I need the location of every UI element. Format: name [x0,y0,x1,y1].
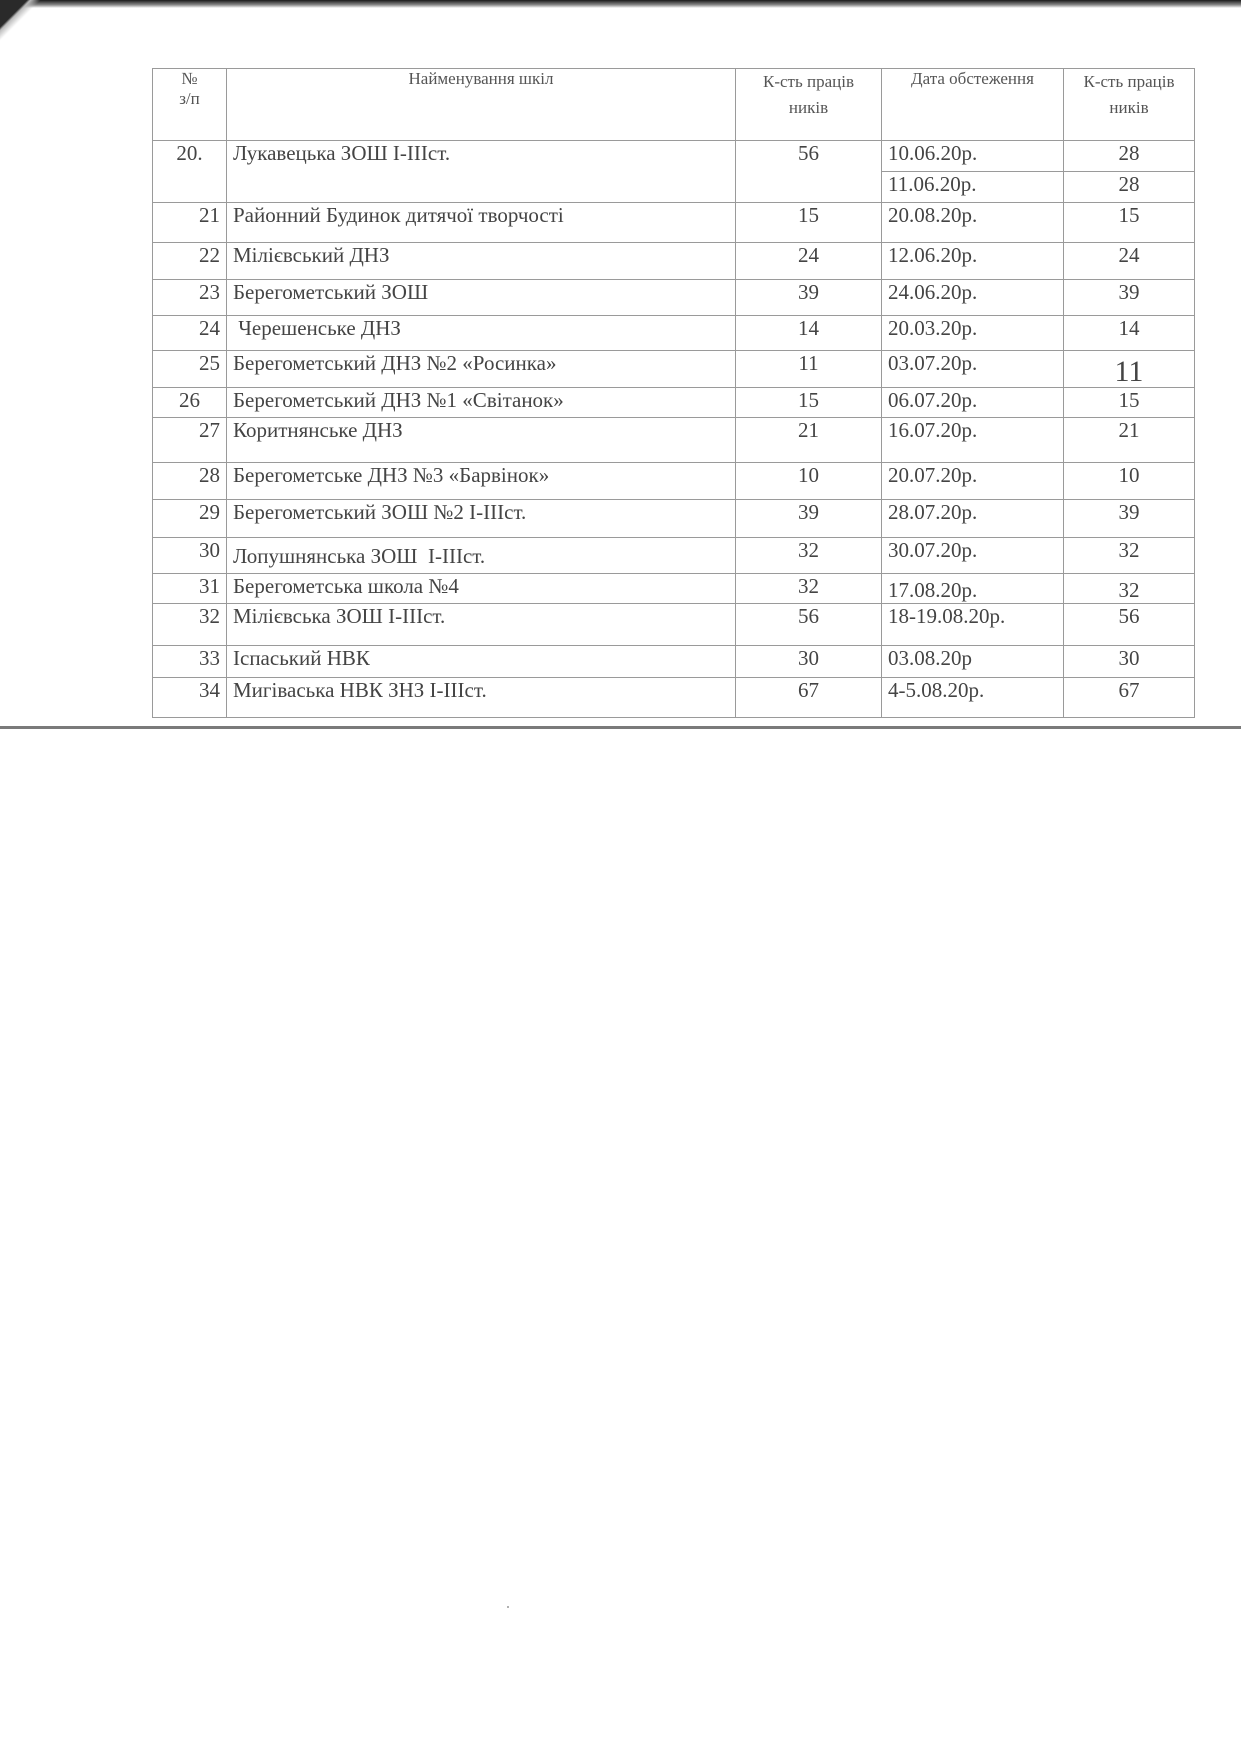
header-workers-line2: ників [788,98,829,117]
exam-date: 18-19.08.20р. [882,604,1064,646]
exam-date: 28.07.20р. [882,500,1064,538]
row-number: 32 [153,604,227,646]
header-number-line1: № [181,69,198,88]
workers-count: 15 [736,388,882,418]
exam-date: 03.07.20р. [882,351,1064,388]
exam-date: 16.07.20р. [882,418,1064,463]
school-name: Берегометський ЗОШ [227,280,736,316]
row-number: 26 [153,388,227,418]
examined-count: 10 [1064,463,1195,500]
school-name: Берегометське ДНЗ №3 «Барвінок» [227,463,736,500]
exam-date: 10.06.20р. [882,141,1064,172]
row-number: 23 [153,280,227,316]
workers-count: 30 [736,646,882,678]
school-name: Берегометська школа №4 [227,574,736,604]
table-row [153,538,1195,574]
table-row [153,243,1195,280]
examined-count: 56 [1064,604,1195,646]
table-row [153,141,1195,172]
exam-date: 11.06.20р. [882,172,1064,203]
school-name: Лопушнянська ЗОШ І-ІІІст. [227,538,736,574]
table-row [153,678,1195,718]
row-number: 29 [153,500,227,538]
row-number: 22 [153,243,227,280]
exam-date: 4-5.08.20р. [882,678,1064,718]
table-row [153,574,1195,604]
header-workers-line1: К-сть праців [763,72,854,91]
school-name: Мілієвська ЗОШ І-ІІІст. [227,604,736,646]
table-row [153,500,1195,538]
examined-count: 15 [1064,388,1195,418]
table-row [153,203,1195,243]
table-row [153,280,1195,316]
table-row [153,604,1195,646]
scan-folded-corner [0,0,160,180]
workers-count: 32 [736,574,882,604]
row-number: 30 [153,538,227,574]
row-number: 20. [153,141,227,203]
workers-count: 56 [736,141,882,203]
header-school-name: Найменування шкіл [227,69,736,141]
row-number: 34 [153,678,227,718]
examined-count: 28 [1064,172,1195,203]
school-name: Мілієвський ДНЗ [227,243,736,280]
table-row [153,388,1195,418]
table-row [153,646,1195,678]
exam-date: 03.08.20р [882,646,1064,678]
examined-count: 21 [1064,418,1195,463]
exam-date: 12.06.20р. [882,243,1064,280]
header-examined-line2: ників [1109,98,1149,117]
header-number-line2: з/п [179,89,200,108]
examined-count: 32 [1064,538,1195,574]
school-name: Берегометський ДНЗ №1 «Світанок» [227,388,736,418]
workers-count: 21 [736,418,882,463]
exam-date: 24.06.20р. [882,280,1064,316]
header-exam-date: Дата обстеження [882,69,1064,141]
workers-count: 32 [736,538,882,574]
workers-count: 39 [736,280,882,316]
examined-count: 14 [1064,316,1195,351]
workers-count: 15 [736,203,882,243]
workers-count: 39 [736,500,882,538]
school-name: Мигіваська НВК ЗНЗ І-ІІІст. [227,678,736,718]
workers-count: 10 [736,463,882,500]
exam-date: 20.08.20р. [882,203,1064,243]
examined-count: 15 [1064,203,1195,243]
row-number: 28 [153,463,227,500]
table-row [153,316,1195,351]
school-name: Берегометський ДНЗ №2 «Росинка» [227,351,736,388]
scan-top-edge [0,0,1241,8]
exam-date: 30.07.20р. [882,538,1064,574]
exam-date: 17.08.20р. [882,574,1064,604]
table-header-row [153,69,1195,141]
workers-count: 14 [736,316,882,351]
examined-count: 39 [1064,500,1195,538]
school-name: Черешенське ДНЗ [227,316,736,351]
table-row [153,418,1195,463]
row-number: 25 [153,351,227,388]
table-row [153,463,1195,500]
exam-date: 06.07.20р. [882,388,1064,418]
school-name: Іспаський НВК [227,646,736,678]
examined-count: 32 [1064,574,1195,604]
examined-count: 28 [1064,141,1195,172]
row-number: 31 [153,574,227,604]
header-examined-count [1064,69,1195,141]
school-name: Районний Будинок дитячої творчості [227,203,736,243]
inspection-table [152,68,1195,718]
exam-date: 20.03.20р. [882,316,1064,351]
workers-count: 56 [736,604,882,646]
examined-count: 24 [1064,243,1195,280]
school-name: Лукавецька ЗОШ І-ІІІст. [227,141,736,203]
school-name: Коритнянське ДНЗ [227,418,736,463]
row-number: 33 [153,646,227,678]
header-examined-line1: К-сть праців [1083,72,1175,91]
table-row [153,351,1195,388]
examined-count: 11 [1064,351,1195,388]
scan-speck [507,1606,509,1608]
header-number [153,69,227,141]
workers-count: 67 [736,678,882,718]
school-name: Берегометський ЗОШ №2 І-ІІІст. [227,500,736,538]
row-number: 27 [153,418,227,463]
row-number: 24 [153,316,227,351]
header-workers-count [736,69,882,141]
workers-count: 11 [736,351,882,388]
examined-count: 67 [1064,678,1195,718]
workers-count: 24 [736,243,882,280]
scan-fold-line [0,726,1241,729]
examined-count: 30 [1064,646,1195,678]
row-number: 21 [153,203,227,243]
exam-date: 20.07.20р. [882,463,1064,500]
examined-count: 39 [1064,280,1195,316]
